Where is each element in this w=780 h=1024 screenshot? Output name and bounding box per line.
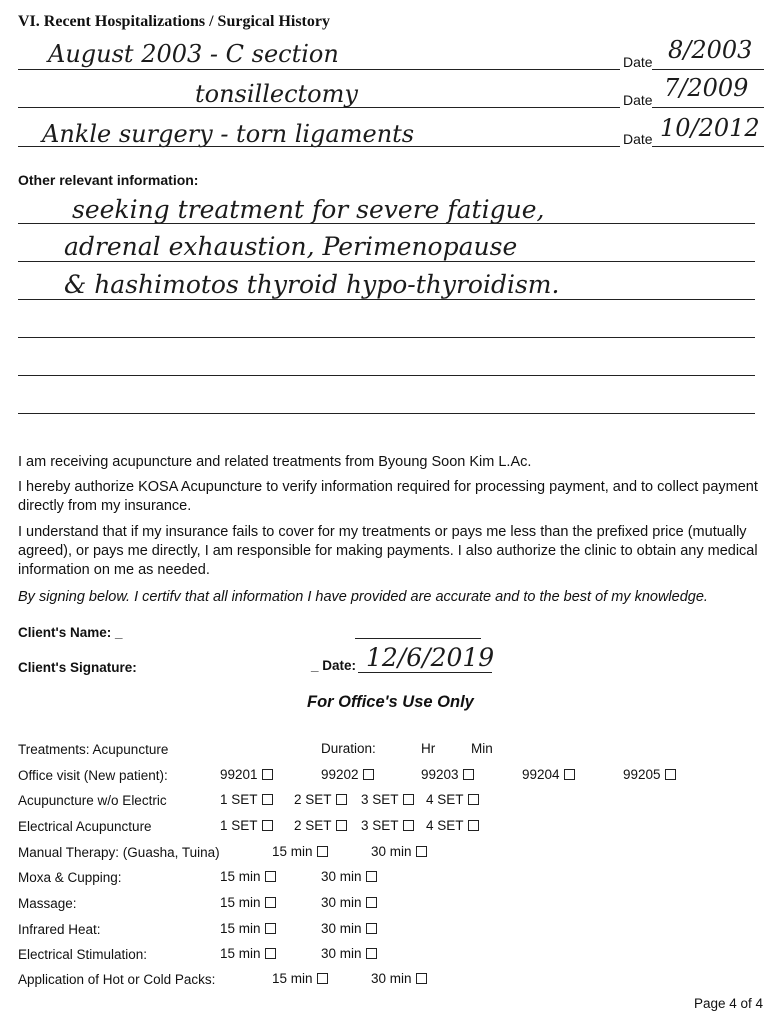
hotcold-30-min[interactable]: 30 min (371, 971, 427, 986)
checkbox[interactable] (416, 846, 427, 857)
moxa-15-min[interactable]: 15 min (220, 869, 276, 884)
manual-30-min[interactable]: 30 min (371, 844, 427, 859)
client-name-line (355, 638, 481, 639)
date-line-2 (652, 107, 764, 108)
massage-label: Massage: (18, 896, 77, 911)
infrared-label: Infrared Heat: (18, 922, 101, 937)
elec-set-3[interactable]: 3 SET (361, 818, 414, 833)
info-rule-1 (18, 223, 755, 224)
infrared-15-min[interactable]: 15 min (220, 921, 276, 936)
signature-date-label: _ Date: (311, 658, 357, 673)
history-date-1: 8/2003 (668, 36, 753, 64)
code-99203[interactable]: 99203 (421, 767, 474, 782)
signature-date-line (358, 672, 492, 673)
checkbox[interactable] (317, 846, 328, 857)
checkbox[interactable] (403, 794, 414, 805)
acu-set-4[interactable]: 4 SET (426, 792, 479, 807)
checkbox[interactable] (468, 820, 479, 831)
checkbox[interactable] (468, 794, 479, 805)
acu-set-3[interactable]: 3 SET (361, 792, 414, 807)
paragraph-insurance: I understand that if my insurance fails to cover for my treatments or pays me less than the prefixed price (mutually agreed), or pays me directly, I am responsible for making payments. I also authorize the clinic to obtain any medical information on me as needed. (18, 524, 758, 578)
checkbox[interactable] (262, 794, 273, 805)
history-line-2 (18, 107, 620, 108)
client-name-label: Client's Name: _ (18, 625, 123, 640)
acu-set-1[interactable]: 1 SET (220, 792, 273, 807)
info-rule-3 (18, 299, 755, 300)
history-date-2: 7/2009 (664, 74, 749, 102)
treatments-label: Treatments: Acupuncture (18, 742, 169, 757)
history-line-1 (18, 69, 620, 70)
checkbox[interactable] (403, 820, 414, 831)
checkbox[interactable] (336, 820, 347, 831)
page-number: Page 4 of 4 (694, 996, 764, 1011)
history-entry-2: tonsillectomy (195, 80, 358, 108)
electrical-acu-label: Electrical Acupuncture (18, 819, 152, 834)
checkbox[interactable] (366, 897, 377, 908)
date-label-3: Date (623, 131, 653, 147)
checkbox[interactable] (336, 794, 347, 805)
checkbox[interactable] (366, 871, 377, 882)
date-label-1: Date (623, 54, 653, 70)
checkbox[interactable] (363, 769, 374, 780)
office-use-title: For Office's Use Only (307, 693, 474, 711)
paragraph-certify: By signing below. I certifv that all information I have provided are accurate and to the best of my knowledge. (18, 589, 708, 605)
checkbox[interactable] (265, 923, 276, 934)
elec-set-1[interactable]: 1 SET (220, 818, 273, 833)
estim-label: Electrical Stimulation: (18, 947, 148, 962)
paragraph-authorize: I hereby authorize KOSA Acupuncture to verify information required for processing payment, and to collect payment directly from my insurance. (18, 479, 758, 514)
code-99202[interactable]: 99202 (321, 767, 374, 782)
other-info-line-1: seeking treatment for severe fatigue, (72, 195, 545, 224)
date-line-3 (652, 146, 764, 147)
checkbox[interactable] (564, 769, 575, 780)
checkbox[interactable] (665, 769, 676, 780)
history-date-3: 10/2012 (660, 114, 760, 142)
checkbox[interactable] (463, 769, 474, 780)
estim-30-min[interactable]: 30 min (321, 946, 377, 961)
history-entry-1: August 2003 - C section (48, 40, 339, 68)
other-info-line-3: & hashimotos thyroid hypo-thyroidism. (64, 270, 560, 299)
moxa-30-min[interactable]: 30 min (321, 869, 377, 884)
checkbox[interactable] (262, 769, 273, 780)
code-99201[interactable]: 99201 (220, 767, 273, 782)
info-rule-4 (18, 337, 755, 338)
checkbox[interactable] (366, 923, 377, 934)
duration-label: Duration: (321, 741, 376, 756)
manual-therapy-label: Manual Therapy: (Guasha, Tuina) (18, 845, 220, 860)
info-rule-5 (18, 375, 755, 376)
checkbox[interactable] (366, 948, 377, 959)
other-info-label: Other relevant information: (18, 172, 199, 188)
client-signature-label: Client's Signature: (18, 660, 137, 675)
hr-label: Hr (421, 741, 436, 756)
history-entry-3: Ankle surgery - torn ligaments (42, 120, 415, 148)
acu-wo-electric-label: Acupuncture w/o Electric (18, 793, 167, 808)
massage-30-min[interactable]: 30 min (321, 895, 377, 910)
section-title: VI. Recent Hospitalizations / Surgical History (18, 13, 330, 30)
checkbox[interactable] (265, 871, 276, 882)
code-99205[interactable]: 99205 (623, 767, 676, 782)
office-visit-label: Office visit (New patient): (18, 768, 168, 783)
acu-set-2[interactable]: 2 SET (294, 792, 347, 807)
info-rule-6 (18, 413, 755, 414)
date-label-2: Date (623, 92, 653, 108)
paragraph-treatment: I am receiving acupuncture and related treatments from Byoung Soon Kim L.Ac. (18, 454, 532, 470)
checkbox[interactable] (265, 897, 276, 908)
moxa-label: Moxa & Cupping: (18, 870, 122, 885)
other-info-line-2: adrenal exhaustion, Perimenopause (64, 232, 518, 261)
checkbox[interactable] (317, 973, 328, 984)
code-99204[interactable]: 99204 (522, 767, 575, 782)
infrared-30-min[interactable]: 30 min (321, 921, 377, 936)
massage-15-min[interactable]: 15 min (220, 895, 276, 910)
checkbox[interactable] (262, 820, 273, 831)
checkbox[interactable] (416, 973, 427, 984)
elec-set-2[interactable]: 2 SET (294, 818, 347, 833)
manual-15-min[interactable]: 15 min (272, 844, 328, 859)
estim-15-min[interactable]: 15 min (220, 946, 276, 961)
elec-set-4[interactable]: 4 SET (426, 818, 479, 833)
info-rule-2 (18, 261, 755, 262)
checkbox[interactable] (265, 948, 276, 959)
hotcold-15-min[interactable]: 15 min (272, 971, 328, 986)
signature-date-value: 12/6/2019 (366, 643, 495, 672)
history-line-3 (18, 146, 620, 147)
min-label: Min (471, 741, 493, 756)
hotcold-label: Application of Hot or Cold Packs: (18, 972, 216, 987)
date-line-1 (652, 69, 764, 70)
